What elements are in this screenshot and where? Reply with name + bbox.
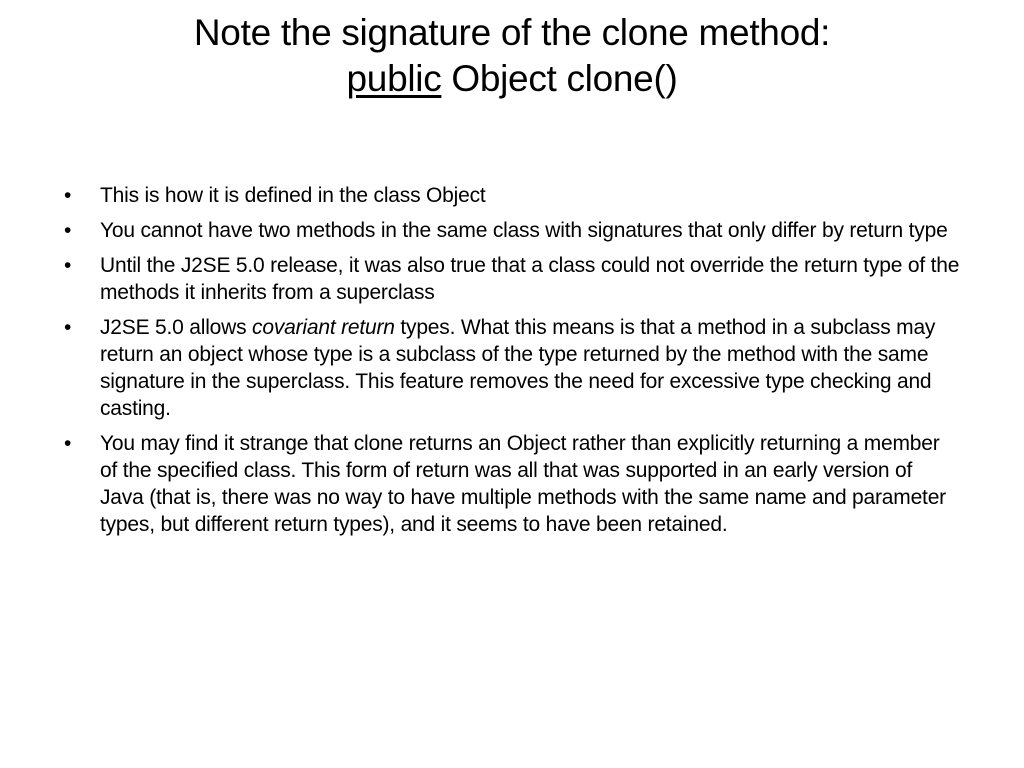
bullet-text: This is how it is defined in the class Object <box>100 184 486 207</box>
bullet-list <box>60 182 960 546</box>
bullet-text: Until the J2SE 5.0 release, it was also true that a class could not override the return type of the methods it inherits from a superclass <box>100 254 960 304</box>
bullet-text-post: types. What this means is that a method in a subclass may return an object whose type is a subclass of the type returned by the method with the same signature in the superclass. This feature removes the need for excessive type checking and casting. <box>100 316 936 420</box>
bullet-glyph: • <box>64 184 72 207</box>
bullet-text: You cannot have two methods in the same class with signatures that only differ by return type <box>100 219 948 242</box>
slide-title <box>60 10 964 102</box>
list-item <box>60 252 960 306</box>
list-item <box>60 182 960 209</box>
title-line-1: Note the signature of the clone method: <box>193 12 831 53</box>
list-item <box>60 314 960 422</box>
title-keyword-public: public <box>346 58 442 99</box>
title-line-2 <box>60 56 964 102</box>
bullet-glyph: • <box>64 219 72 242</box>
bullet-text: You may find it strange that clone returns an Object rather than explicitly returning a member of the specified class. This form of return was all that was supported in an early version of Java (that is, there was no way to have multiple methods with the same name and parameter types, but different return types), and it seems to have been retained. <box>100 432 946 536</box>
bullet-glyph: • <box>64 316 72 339</box>
bullet-glyph: • <box>64 254 72 277</box>
bullet-text-emphasis: covariant return <box>252 316 395 339</box>
list-item <box>60 217 960 244</box>
title-signature-rest: Object clone() <box>441 58 678 99</box>
bullet-text-pre: J2SE 5.0 allows <box>100 316 253 339</box>
bullet-text <box>100 316 935 420</box>
bullet-glyph: • <box>64 432 72 455</box>
list-item <box>60 430 960 538</box>
